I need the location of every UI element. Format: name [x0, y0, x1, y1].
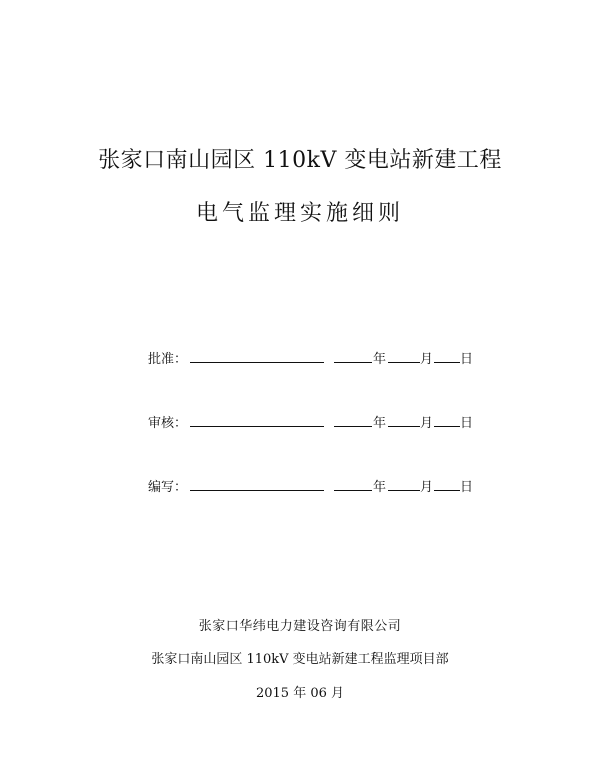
signature-label: 审核：: [148, 416, 188, 431]
signature-name-blank: [190, 362, 324, 363]
signature-label: 批准：: [148, 352, 188, 367]
document-title-subject: 电气监理实施细则: [195, 201, 404, 226]
month-blank: [388, 490, 420, 491]
day-blank: [434, 426, 460, 427]
signature-name-blank: [190, 426, 324, 427]
year-blank: [334, 490, 372, 491]
document-title-project: 张家口南山园区 110kV 变电站新建工程: [98, 148, 502, 173]
day-unit: 日: [460, 480, 474, 495]
year-unit: 年: [373, 480, 387, 495]
signature-name-blank: [190, 490, 324, 491]
signature-label: 编写：: [148, 480, 188, 495]
project-department: 张家口南山园区 110kV 变电站新建工程监理项目部: [151, 652, 449, 667]
issue-date: 2015 年 06 月: [255, 686, 345, 701]
year-blank: [334, 362, 372, 363]
month-unit: 月: [420, 416, 434, 431]
year-unit: 年: [373, 416, 387, 431]
day-unit: 日: [460, 416, 474, 431]
month-unit: 月: [420, 352, 434, 367]
issuing-company: 张家口华纬电力建设咨询有限公司: [198, 619, 402, 634]
day-blank: [434, 490, 460, 491]
month-unit: 月: [420, 480, 434, 495]
month-blank: [388, 362, 420, 363]
month-blank: [388, 426, 420, 427]
day-blank: [434, 362, 460, 363]
day-unit: 日: [460, 352, 474, 367]
year-unit: 年: [373, 352, 387, 367]
year-blank: [334, 426, 372, 427]
